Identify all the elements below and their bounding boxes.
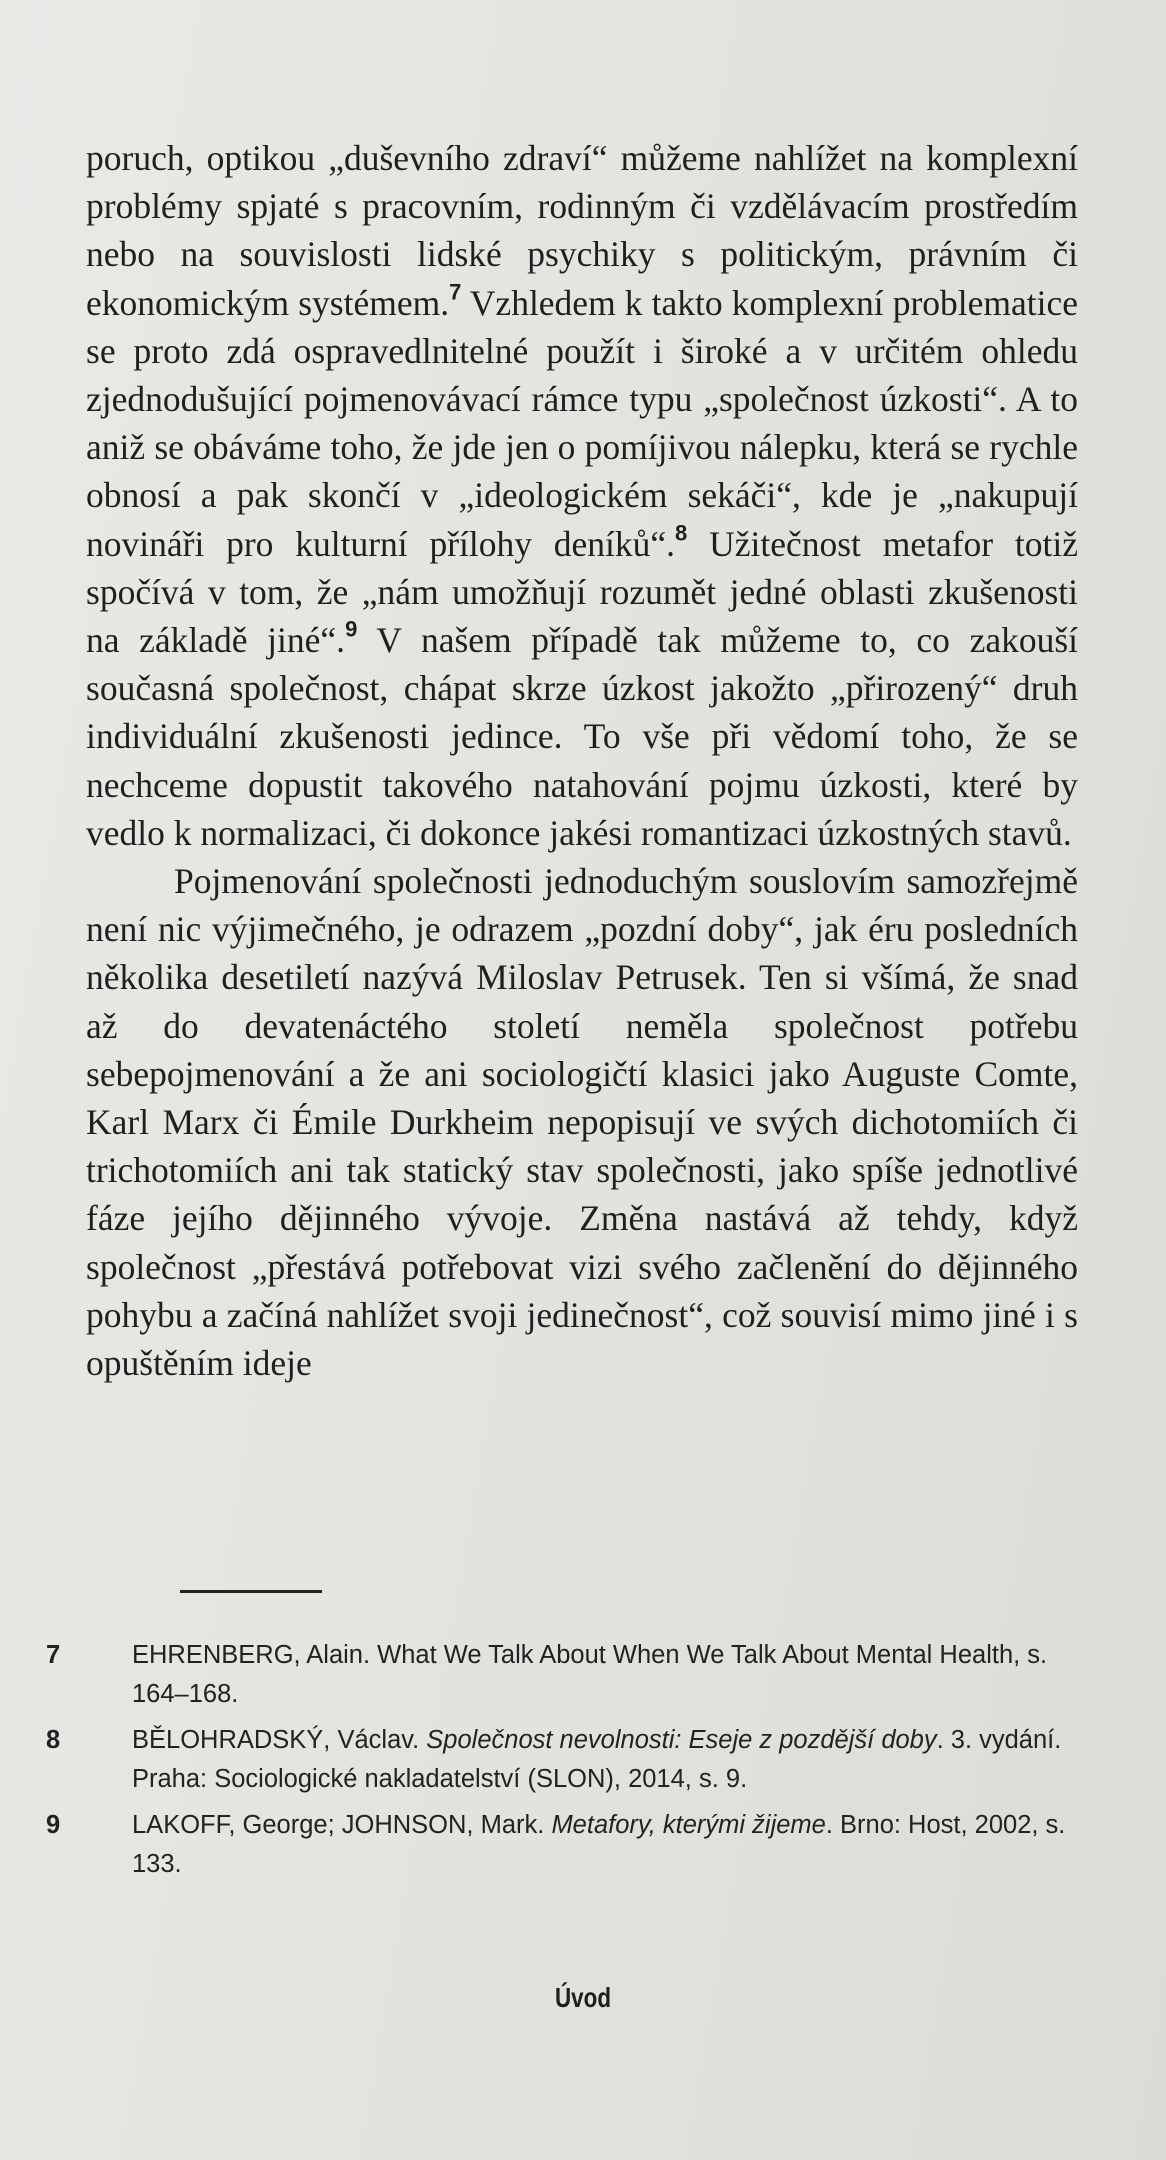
footnote-7 — [46, 1636, 1066, 1714]
footnote-text: EHRENBERG, Alain. What We Talk About When We Talk About Mental Health, s. 164–168. — [132, 1641, 1048, 1708]
footnote-number: 7 — [46, 1641, 61, 1669]
footnote-ref-7[interactable]: 7 — [449, 279, 462, 305]
footnote-title: Společnost nevolnosti: Eseje z pozdější doby — [426, 1726, 937, 1754]
footnote-title: Metafory, kterými žijeme — [551, 1811, 826, 1839]
footnote-number: 8 — [46, 1726, 61, 1754]
footnote-ref-9[interactable]: 9 — [345, 616, 358, 642]
footnote-text: BĚLOHRADSKÝ, Václav. — [132, 1726, 427, 1754]
paragraph-2: Pojmenování společnosti jednoduchým souslovím samozřejmě není nic výjimečného, je odrazem „pozdní doby“, jak éru posledních několika desetiletí nazývá Miloslav Petrusek. Ten si všímá, že snad až do devatenáctého století neměla společnost potřebu sebepojmenování a že ani sociologičtí klasici jako Auguste Comte, Karl Marx či Émile Durkheim nepopisují ve svých dichotomiích či trichotomiích ani tak statický stav společnosti, jako spíše jednotlivé fáze jejího dějinného vývoje. Změna nastává až tehdy, když společnost „přestává potřebovat vizi svého začlenění do dějinného pohybu a začíná nahlížet svoji jedinečnost“, což souvisí mimo jiné i s opuštěním ideje — [86, 861, 1078, 1384]
footnote-number: 9 — [46, 1811, 61, 1839]
footnote-ref-8[interactable]: 8 — [675, 520, 688, 546]
footnotes — [46, 1636, 1066, 1891]
footnote-9: 9 LAKOFF, George; JOHNSON, Mark. Metafory, kterými žijeme. Brno: Host, 2002, s. 133. — [46, 1806, 1066, 1884]
main-text — [86, 134, 1078, 1387]
footnote-separator — [180, 1590, 322, 1593]
footnote-8: 8 BĚLOHRADSKÝ, Václav. Společnost nevolnosti: Eseje z pozdější doby. 3. vydání. Praha: Sociologické nakladatelství (SLON), 2014, s. 9. — [46, 1721, 1066, 1799]
running-footer-title: Úvod — [555, 1982, 611, 2013]
paragraph-1: poruch, optikou „duševního zdraví“ můžeme nahlížet na komplexní problémy spjaté s pracovním, rodinným či vzdělávacím prostředím nebo na souvislosti lidské psychiky s politickým, právním či ekonomickým systémem.$^7$ Vzhledem k takto komplexní problematice se proto zdá ospravedlnitelné použít i široké a v určitém ohledu zjednodušující pojmenovávací rámce typu „společnost úzkosti“. A to aniž se obáváme toho, že jde jen o pomíjivou nálepku, která se rychle obnosí a pak skončí v „ideologickém sekáči“, kde je „nakupují novináři pro kulturní přílohy deníků“.$^8$ Užitečnost metafor totiž spočívá v tom, že „nám umožňují rozumět jedné oblasti zkušenosti na základě jiné“.$^9$ V našem případě tak můžeme to, co zakouší současná společnost, chápat skrze úzkost jakožto „přirozený“ druh individuální zkušenosti jedince. To vše při vědomí toho, že se nechceme dopustit takového natahování pojmu úzkosti, které by vedlo k normalizaci, či dokonce jakési romantizaci úzkostných stavů. — [86, 138, 1079, 853]
footnote-text: LAKOFF, George; JOHNSON, Mark. — [132, 1811, 552, 1839]
